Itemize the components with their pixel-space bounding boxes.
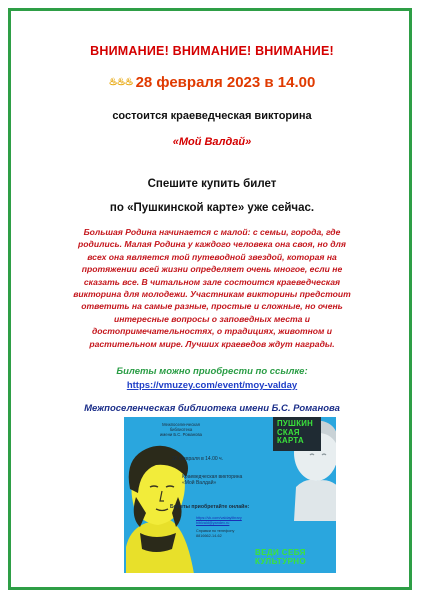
body-line: Большая Родина начинается с малой: с семьи, города, где: [83, 227, 341, 237]
poster-quiz: Краеведческая викторина «Мой Валдай»: [182, 474, 243, 487]
poster-buy-label: Билеты приобретайте онлайн:: [170, 504, 250, 510]
event-poster: [124, 417, 336, 573]
poster-email-link[interactable]: biblvald@yandex.ru: [196, 520, 230, 525]
body-line: интересные вопросы о заповедных места и: [113, 313, 311, 324]
attention-heading: ВНИМАНИЕ! ВНИМАНИЕ! ВНИМАНИЕ!: [90, 44, 334, 58]
quiz-name: «Мой Валдай»: [172, 136, 252, 148]
event-date-line: [0, 74, 424, 91]
event-date: 28 февраля 2023 в 14.00: [135, 74, 316, 91]
poster-phone: Справки по телефону 8816662-14-62: [196, 529, 235, 538]
body-line: родились. Малая Родина у каждого человека она своя, но для: [78, 239, 346, 250]
hurry-line-1: Спешите купить билет: [147, 178, 277, 190]
body-line: растительном мире. Лучших краеведов ждут награды.: [89, 338, 335, 349]
body-line: всех она является той путеводной звездой, которая на: [87, 251, 337, 262]
candles-icon: ♨♨♨: [108, 77, 133, 88]
poster-vk-link[interactable]: https://vk.com/valdaylibrary: [196, 516, 242, 520]
tickets-label: Билеты можно приобрести по ссылке:: [116, 366, 308, 377]
body-line: ответить на самые разные, простые и сложные, но очень: [81, 301, 343, 312]
pushkin-card-label: ПУШКИН СКАЯ КАРТА: [277, 419, 314, 446]
poster-links: [196, 516, 242, 526]
pushkin-card-badge: [273, 417, 321, 451]
library-name: Межпоселенческая библиотека имени Б.С. Романова: [84, 403, 340, 414]
body-line: достопримечательностях, о традициях, животном и: [91, 326, 333, 337]
poster-date: 28 февраля в 14.00 ч.: [172, 456, 224, 462]
body-line: протяжении всей жизни определяет очень многое, если не: [81, 264, 343, 275]
body-line: сказать все. В читальном зале состоится краеведческая: [83, 276, 341, 287]
body-text: [60, 226, 364, 350]
body-line: викторина для молодежи. Участникам викторины предстоит: [73, 289, 351, 300]
poster-library-name: Межпоселенческая библиотека имени Б.С. Романова: [160, 422, 202, 437]
hurry-line-2: по «Пушкинской карте» уже сейчас.: [109, 202, 315, 214]
tickets-link[interactable]: https://vmuzey.com/event/moy-valday: [126, 380, 298, 391]
event-description: состоится краеведческая викторина: [112, 110, 312, 122]
poster-slogan: ВЕДИ СЕБЯ КУЛЬТУРНО: [255, 548, 307, 566]
